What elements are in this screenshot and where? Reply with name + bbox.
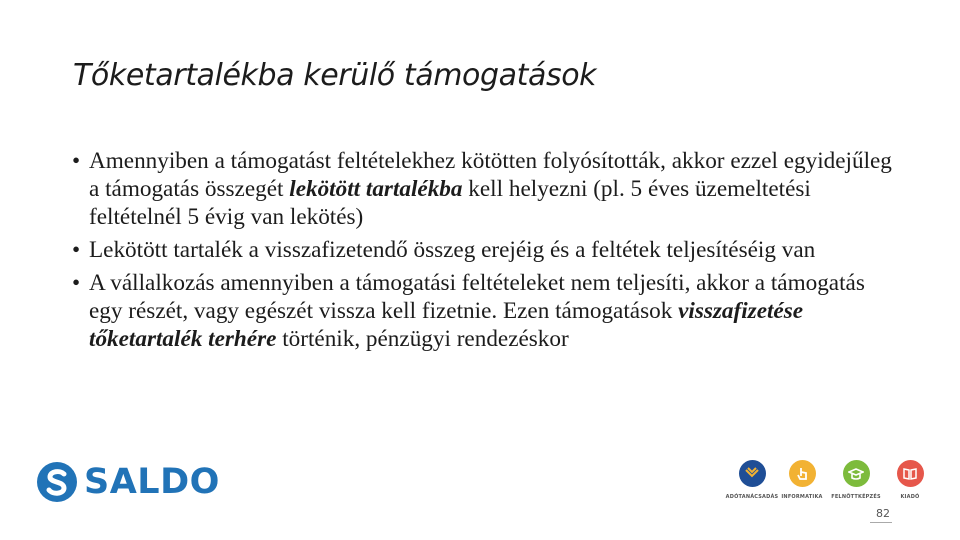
graduation-cap-icon [843, 460, 870, 487]
saldo-s-icon [36, 461, 78, 503]
saldo-logo [36, 460, 220, 504]
page-number: 82 [876, 507, 890, 520]
service-label: FELNŐTTKÉPZÉS [831, 494, 881, 500]
service-item [772, 460, 832, 500]
bullet-emphasis: lekötött tartalékba [289, 176, 463, 202]
bullet-text: Amennyiben a támogatást feltételekhez kötötten folyósították, akkor ezzel egyidejűleg a támogatás összegét [89, 148, 892, 202]
logo-text: SALDO [84, 462, 220, 502]
service-label: KIADÓ [900, 494, 920, 500]
bullet-text: A vállalkozás amennyiben a támogatási feltételeket nem teljesíti, akkor a támogatás egy részét, vagy egészét vissza kell fizetnie. Ezen támogatások [89, 270, 865, 324]
bullet-text: kell helyezni (pl. 5 éves üzemeltetési feltételnél 5 évig van lekötés) [89, 176, 811, 230]
bullet-emphasis: visszafizetése tőketartalék terhére [89, 298, 804, 352]
bullet-text: Lekötött tartalék a visszafizetendő összeg erejéig és a feltétek teljesítéséig van [89, 237, 816, 263]
page-number-underline [870, 522, 892, 523]
book-icon [897, 460, 924, 487]
service-label: ADÓTANÁCSADÁS [725, 494, 779, 500]
bullet-text: történik, pénzügyi rendezéskor [276, 326, 569, 352]
service-label: INFORMATIKA [781, 494, 823, 500]
slide-title: Tőketartalékba kerülő támogatások [73, 58, 597, 93]
hand-pointer-icon [789, 460, 816, 487]
bullet-item [72, 269, 902, 353]
service-item [826, 460, 886, 500]
service-item [880, 460, 940, 500]
bullet-item [72, 147, 902, 231]
bullet-item [72, 236, 902, 264]
shield-chevron-icon [739, 460, 766, 487]
bullet-list [72, 147, 902, 358]
services-strip [722, 460, 932, 508]
